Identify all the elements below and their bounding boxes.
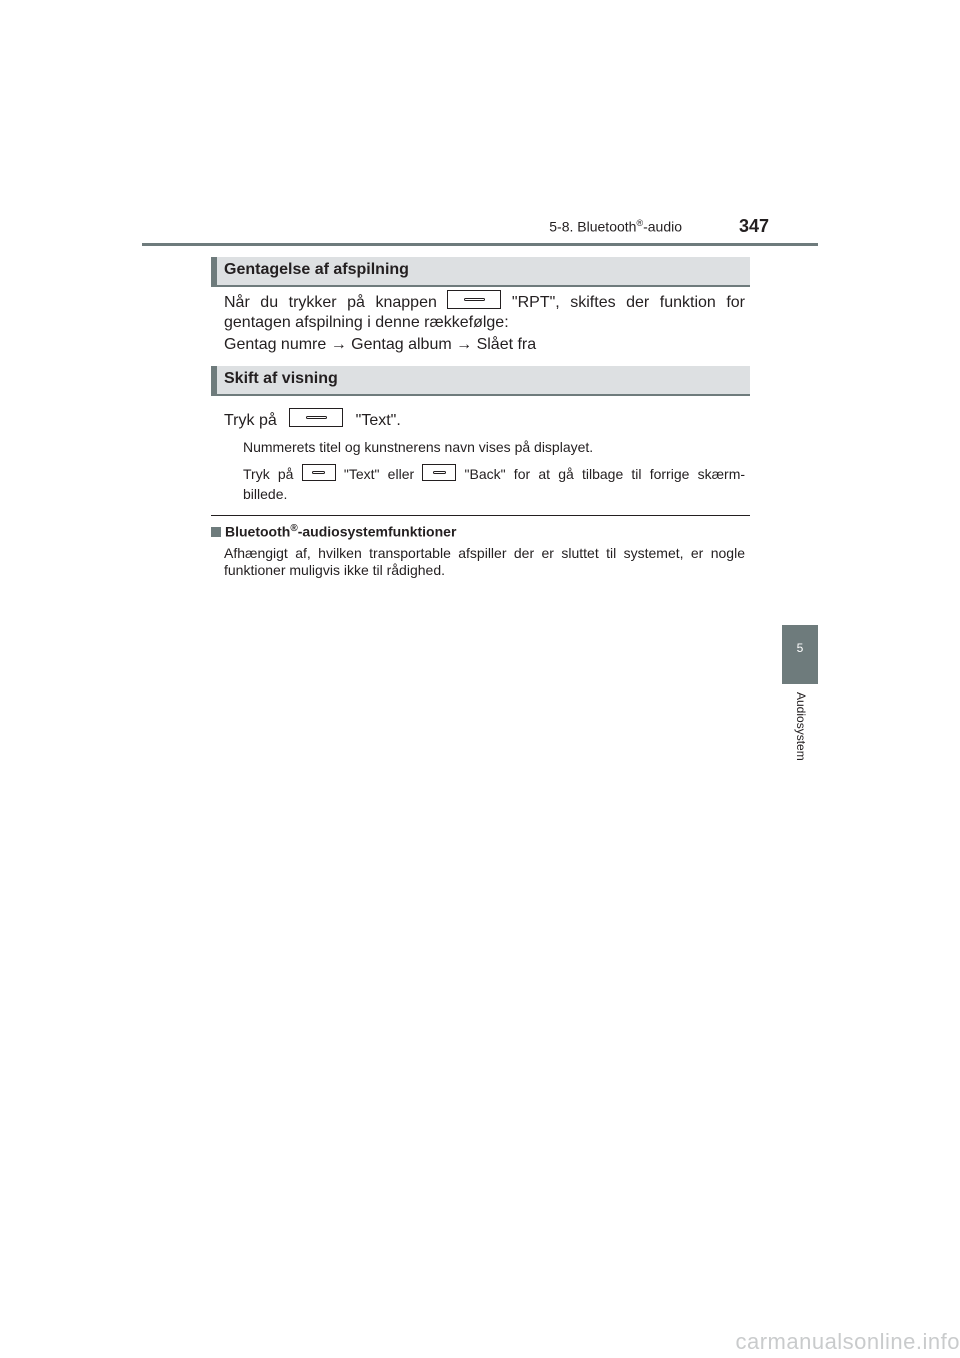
chapter-number: 5 xyxy=(796,641,804,655)
header-rule xyxy=(142,243,818,246)
note-title: Bluetooth®-audiosystemfunktioner xyxy=(211,523,456,540)
repeat-instruction-line1: Når du trykker på knappen "RPT", skiftes der funktion for xyxy=(224,290,745,314)
back-button-small-icon xyxy=(422,464,456,481)
display-back-line2: billede. xyxy=(243,486,288,502)
display-result: Nummerets titel og kunstnerens navn vises på displayet. xyxy=(243,439,594,455)
chapter-label: Audiosystem xyxy=(794,692,808,761)
section-title-display: Skift af visning xyxy=(211,366,750,396)
text-button-icon xyxy=(289,408,343,427)
rpt-button-icon xyxy=(447,290,501,309)
repeat-sequence: Gentag numre → Gentag album → Slået fra xyxy=(224,336,537,353)
repeat-instruction-line2: gentagen afspilning i denne rækkefølge: xyxy=(224,314,509,331)
watermark: carmanualsonline.info xyxy=(735,1329,960,1354)
note-divider xyxy=(211,515,750,516)
page-number: 347 xyxy=(739,216,770,236)
text-button-small-icon xyxy=(302,464,336,481)
square-bullet-icon xyxy=(211,527,221,537)
note-body: Afhængigt af, hvilken transportable afspiller der er sluttet til systemet, er nogle funktioner muligvis ikke til rådighed. xyxy=(224,545,745,578)
section-title-repeat: Gentagelse af afspilning xyxy=(211,257,750,287)
section-header: 5-8. Bluetooth®-audio xyxy=(549,218,682,235)
display-instruction: Tryk på "Text". xyxy=(224,408,745,432)
display-back-line1: Tryk på "Text" eller "Back" for at gå tilbage til forrige skærm- xyxy=(243,466,746,482)
